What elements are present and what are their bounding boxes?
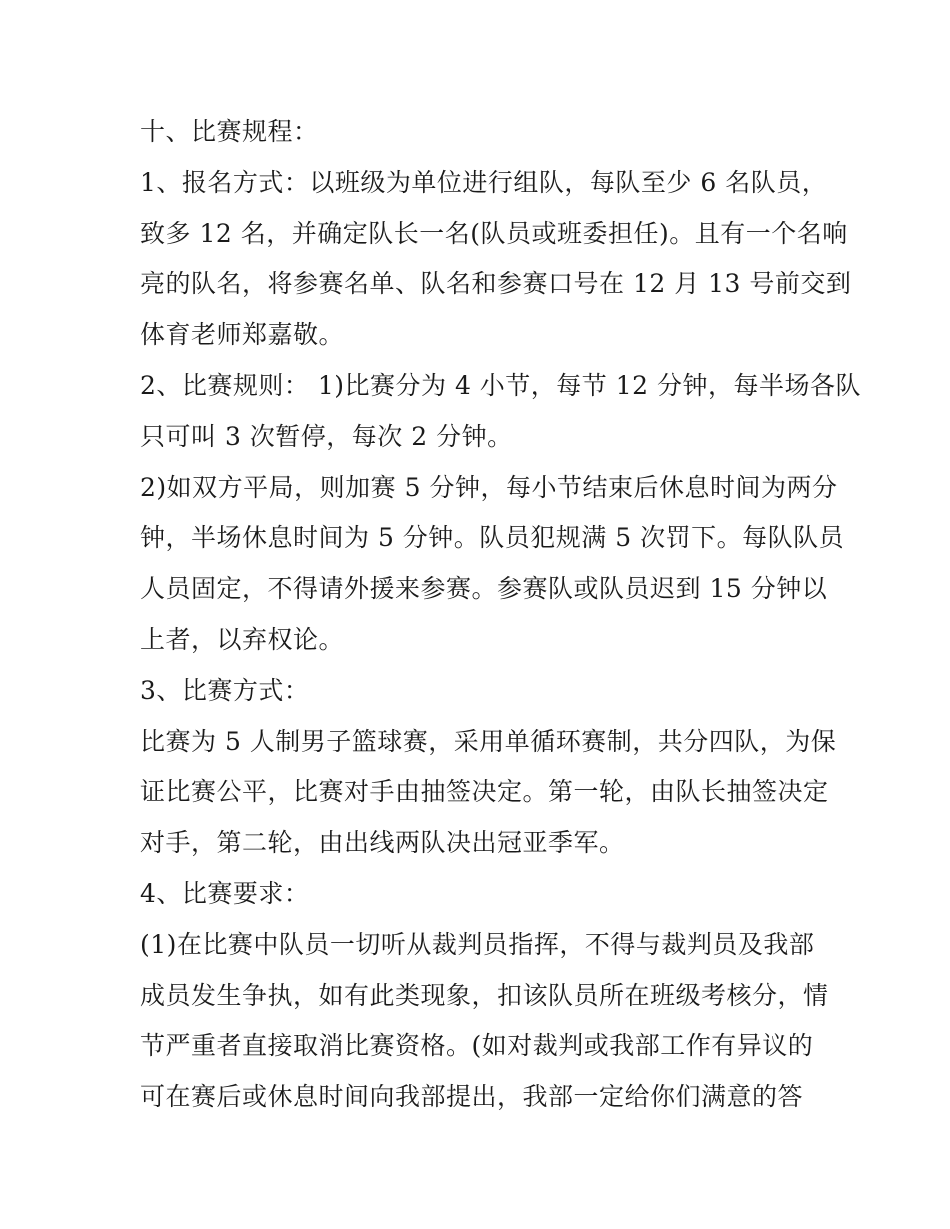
paragraph-line: 体育老师郑嘉敬。 — [140, 320, 345, 350]
paragraph-line: 1、报名方式：以班级为单位进行组队，每队至少 6 名队员， — [140, 167, 828, 197]
paragraph-line: 比赛为 5 人制男子篮球赛，采用单循环赛制，共分四队，为保 — [140, 726, 837, 756]
paragraph-line: 亮的队名，将参赛名单、队名和参赛口号在 12 月 13 号前交到 — [140, 269, 852, 299]
paragraph-line: 上者，以弃权论。 — [140, 624, 345, 654]
paragraph-line: 可在赛后或休息时间向我部提出，我部一定给你们满意的答 — [140, 1082, 804, 1112]
paragraph-line: 钟，半场休息时间为 5 分钟。队员犯规满 5 次罚下。每队队员 — [140, 523, 845, 553]
section-heading-format: 3、比赛方式： — [140, 675, 310, 705]
paragraph-line: 成员发生争执，如有此类现象，扣该队员所在班级考核分，情 — [140, 980, 829, 1010]
section-heading-requirements: 4、比赛要求： — [140, 878, 310, 908]
section-heading-rules: 十、比赛规程： — [140, 117, 319, 146]
paragraph-line: 证比赛公平，比赛对手由抽签决定。第一轮，由队长抽签决定 — [140, 777, 829, 807]
paragraph-line: 节严重者直接取消比赛资格。(如对裁判或我部工作有异议的 — [140, 1031, 814, 1061]
paragraph-line: 人员固定，不得请外援来参赛。参赛队或队员迟到 15 分钟以 — [140, 574, 828, 604]
paragraph-line: 对手，第二轮，由出线两队决出冠亚季军。 — [140, 828, 625, 858]
paragraph-line: 2)如双方平局，则加赛 5 分钟，每小节结束后休息时间为两分 — [140, 472, 838, 502]
paragraph-line: 2、比赛规则： 1)比赛分为 4 小节，每节 12 分钟，每半场各队 — [140, 370, 862, 400]
paragraph-line: 致多 12 名，并确定队长一名(队员或班委担任)。且有一个名响 — [140, 218, 848, 248]
paragraph-line: (1)在比赛中队员一切听从裁判员指挥，不得与裁判员及我部 — [140, 929, 815, 959]
document-body — [140, 107, 862, 1123]
paragraph-line: 只可叫 3 次暂停，每次 2 分钟。 — [140, 421, 513, 451]
